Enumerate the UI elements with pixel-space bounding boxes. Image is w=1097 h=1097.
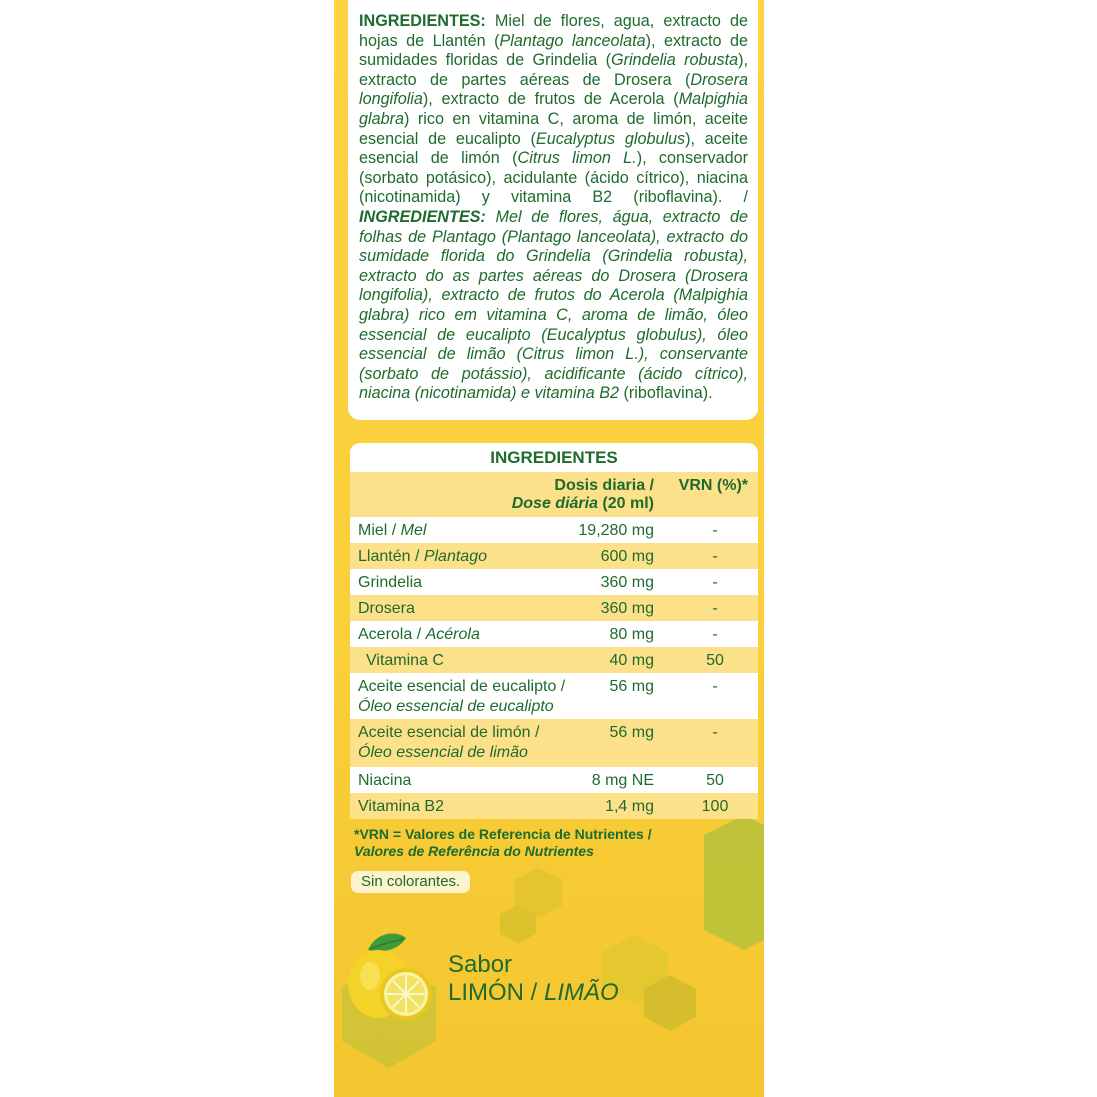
row-dose: 600 mg: [600, 548, 654, 565]
row-vrn: -: [712, 626, 718, 643]
ingredients-pt-label: INGREDIENTES:: [359, 207, 486, 226]
row-name: Vitamina C: [366, 652, 444, 669]
row-vrn: 50: [706, 772, 724, 789]
table-row: [350, 543, 758, 569]
footnote-pt: Valores de Referência do Nutrientes: [354, 843, 594, 859]
flavor-title: Sabor: [448, 951, 513, 978]
table-row: [350, 517, 758, 543]
product-label: [334, 0, 764, 1097]
row-vrn: -: [712, 678, 718, 695]
ingredients-es-label: INGREDIENTES:: [359, 12, 486, 30]
row-vrn: 100: [701, 798, 729, 815]
row-name: Vitamina B2: [358, 798, 444, 815]
row-name: Niacina: [358, 772, 412, 789]
table-row: [350, 569, 758, 595]
row-name: Grindelia: [358, 574, 423, 591]
vrn-column-header: VRN (%)*: [678, 477, 748, 494]
row-dose: 56 mg: [609, 678, 654, 695]
row-dose: 19,280 mg: [578, 522, 654, 539]
footnote-es: *VRN = Valores de Referencia de Nutrientes /: [354, 826, 652, 842]
row-vrn: -: [712, 522, 718, 539]
table-row: [350, 767, 758, 793]
ingredients-text-box: [348, 0, 758, 420]
dose-header-amount: (20 ml): [597, 495, 654, 512]
dose-column-header: [512, 477, 654, 513]
row-dose: 360 mg: [600, 574, 654, 591]
lemon-icon: [342, 928, 446, 1028]
table-row: [350, 621, 758, 647]
hexagon-decoration: [704, 815, 764, 950]
table-row: [350, 595, 758, 621]
row-dose: 56 mg: [609, 724, 654, 741]
dose-header-pt: Dose diária: [511, 495, 598, 512]
row-vrn: -: [712, 574, 718, 591]
hexagon-decoration: [644, 975, 696, 1031]
table-header-row: [350, 472, 758, 517]
flavor-name: LIMÓN / LIMÃO: [448, 979, 619, 1006]
row-name: Llantén / Plantago: [358, 548, 487, 565]
ingredients-table: [350, 443, 758, 819]
table-row: [350, 673, 758, 719]
flavor-label: [448, 951, 619, 1007]
row-vrn: 50: [706, 652, 724, 669]
row-dose: 40 mg: [609, 652, 654, 669]
table-title: INGREDIENTES: [350, 443, 758, 472]
row-vrn: -: [712, 724, 718, 741]
table-row: [350, 793, 758, 819]
vrn-footnote: [354, 826, 652, 860]
row-vrn: -: [712, 600, 718, 617]
row-vrn: -: [712, 548, 718, 565]
row-dose: 360 mg: [600, 600, 654, 617]
ingredients-paragraph: INGREDIENTES: Miel de flores, agua, extracto de hojas de Llantén (Plantago lanceolata), extracto de sumidades floridas de Grindelia (Grindelia robusta), extracto de partes aéreas de Drosera (Drosera longifolia), extracto de frutos de Acerola (Malpighia glabra) rico en vitamina C, aroma de limón, aceite esencial de eucalipto (Eucalyptus globulus), aceite esencial de limón (Citrus limon L.), conservador (sorbato potásico), acidulante (ácido cítrico), niacina (nicotinamida) y vitamina B2 (riboflavina). / INGREDIENTES: Mel de flores, água, extracto de folhas de Plantago (Plantago lanceolata), extracto do sumidade florida do Grindelia (Grindelia robusta), extracto do as partes aéreas do Drosera (Drosera longifolia), extracto de frutos do Acerola (Malpighia glabra) rico em vitamina C, aroma de limão, óleo essencial de eucalipto (Eucalyptus globulus), óleo essencial de limão (Citrus limon L.), conservante (sorbato de potássio), acidificante (ácido cítrico), niacina (nicotinamida) e vitamina B2 (riboflavina).: [359, 12, 749, 403]
row-name: Aceite esencial de eucalipto / Óleo essencial de eucalipto: [358, 678, 566, 715]
hexagon-decoration: [500, 905, 536, 943]
dose-header-line1: Dosis diaria /: [554, 477, 654, 494]
table-row: [350, 647, 758, 673]
row-name: Acerola / Acérola: [358, 626, 480, 643]
row-name: Drosera: [358, 600, 415, 617]
row-name: Miel / Mel: [358, 522, 427, 539]
table-row: [350, 719, 758, 767]
no-colorants-badge: Sin colorantes.: [351, 871, 470, 893]
row-dose: 1,4 mg: [605, 798, 654, 815]
row-name: Aceite esencial de limón / Óleo essencial de limão: [358, 724, 540, 761]
row-dose: 8 mg NE: [591, 772, 654, 789]
row-dose: 80 mg: [609, 626, 654, 643]
